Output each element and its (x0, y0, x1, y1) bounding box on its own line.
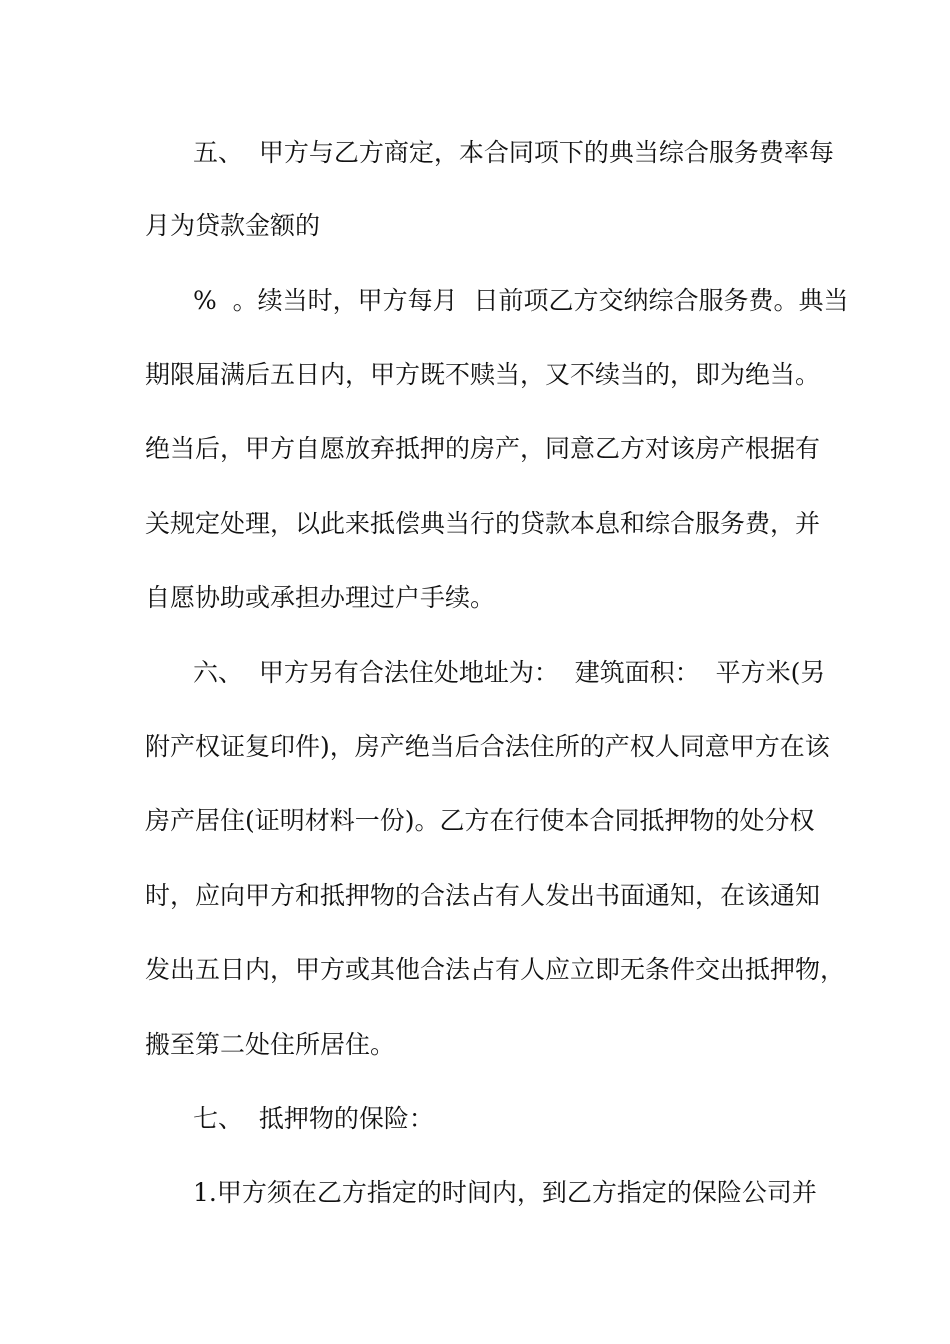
text-line: 六、 甲方另有合法住处地址为： 建筑面积： 平方米(另 (193, 658, 826, 687)
text-line: 自愿协助或承担办理过户手续。 (145, 583, 496, 612)
text-line: 月为贷款金额的 (145, 211, 321, 240)
text-line: 附产权证复印件)，房产绝当后合法住所的产权人同意甲方在该 (145, 732, 830, 761)
text-line: 搬至第二处住所居住。 (145, 1030, 396, 1059)
text-line: 绝当后，甲方自愿放弃抵押的房产，同意乙方对该房产根据有 (145, 434, 821, 463)
text-line: 五、 甲方与乙方商定，本合同项下的典当综合服务费率每 (193, 138, 834, 167)
text-line: 1.甲方须在乙方指定的时间内，到乙方指定的保险公司并 (193, 1178, 817, 1207)
text-line: 房产居住(证明材料一份)。乙方在行使本合同抵押物的处分权 (145, 806, 815, 835)
text-line: 时，应向甲方和抵押物的合法占有人发出书面通知，在该通知 (145, 881, 821, 910)
text-line: % 。续当时，甲方每月 日前项乙方交纳综合服务费。典当 (193, 286, 849, 315)
text-line: 关规定处理，以此来抵偿典当行的贷款本息和综合服务费，并 (145, 509, 821, 538)
text-line: 发出五日内，甲方或其他合法占有人应立即无条件交出抵押物， (145, 955, 846, 984)
text-line: 期限届满后五日内，甲方既不赎当，又不续当的，即为绝当。 (145, 360, 821, 389)
text-line: 七、 抵押物的保险： (193, 1104, 434, 1133)
